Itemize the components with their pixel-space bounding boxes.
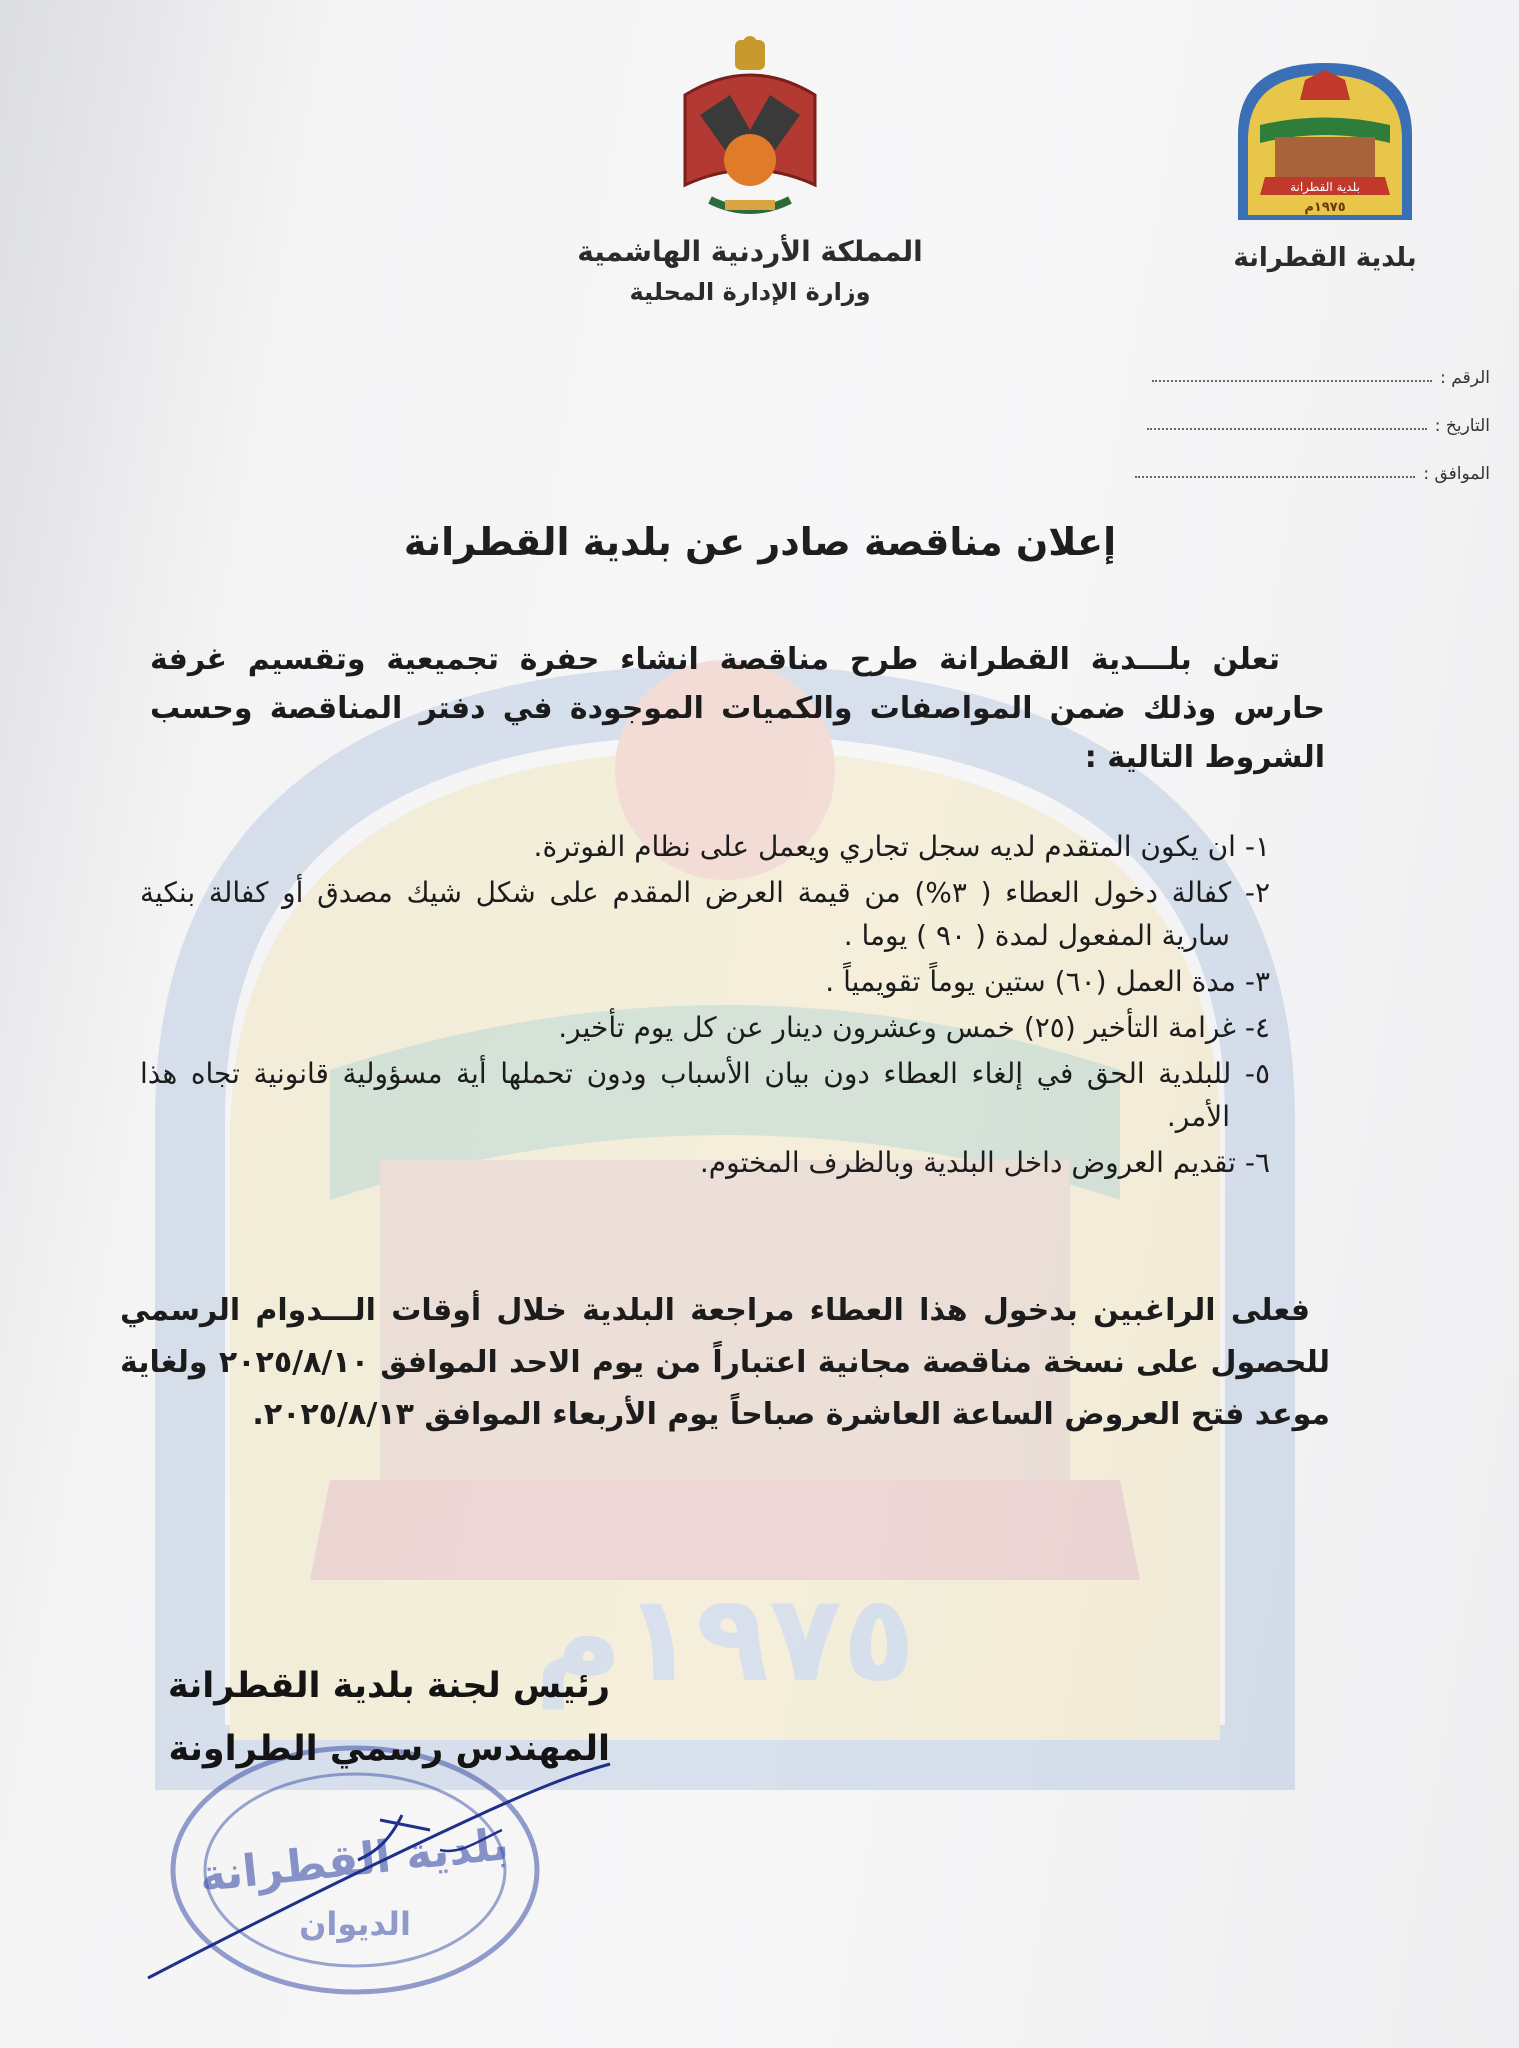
municipality-logo-icon	[1230, 55, 1420, 225]
ministry-name: وزارة الإدارة المحلية	[629, 278, 871, 306]
condition-item: ٦- تقديم العروض داخل البلدية وبالظرف المختوم.	[699, 1146, 1270, 1179]
conditions-list	[140, 825, 1270, 1187]
condition-item: ٥- للبلدية الحق في إلغاء العطاء دون بيان الأسباب ودون تحملها أية مسؤولية قانونية تجاه هذا الأمر.	[140, 1057, 1270, 1133]
reference-fields	[1110, 340, 1490, 484]
svg-text:بلدية القطرانة: بلدية القطرانة	[1290, 180, 1360, 194]
svg-text:الديوان: الديوان	[299, 1905, 411, 1943]
municipality-header	[1210, 55, 1440, 273]
signature-name: المهندس رسمي الطراونة	[168, 1729, 610, 1769]
ref-number-label: الرقم :	[1440, 368, 1490, 388]
municipality-name: بلدية القطرانة	[1233, 243, 1417, 273]
ref-corresponding-line	[1135, 475, 1415, 478]
signature-role: رئيس لجنة بلدية القطرانة	[167, 1666, 610, 1706]
handwritten-signature	[140, 1760, 640, 1990]
intro-paragraph: تعلن بلـــدية القطرانة طرح مناقصة انشاء حفرة تجميعية وتقسيم غرفة حارس وذلك ضمن المواصفات والكميات الموجودة في دفتر المناقصة وحسب الشروط التالية :	[150, 642, 1325, 775]
condition-item: ٢- كفالة دخول العطاء ( ٣%) من قيمة العرض المقدم على شكل شيك مصدق أو كفالة بنكية سارية المفعول لمدة ( ٩٠ ) يوما .	[140, 876, 1270, 952]
watermark-logo	[150, 640, 1300, 1790]
kingdom-header	[560, 35, 940, 306]
coat-of-arms-icon	[665, 35, 835, 225]
closing-paragraph: فعلى الراغبين بدخول هذا العطاء مراجعة البلدية خلال أوقات الـــدوام الرسمي للحصول على نسخة مناقصة مجانية اعتباراً من يوم الاحد الموافق ٢٠٢٥/٨/١٠ ولغاية موعد فتح العروض الساعة العاشرة صباحاً يوم الأربعاء الموافق ٢٠٢٥/٨/١٣.	[120, 1293, 1331, 1432]
condition-item: ١- ان يكون المتقدم لديه سجل تجاري ويعمل على نظام الفوترة.	[533, 830, 1270, 863]
announcement-title: إعلان مناقصة صادر عن بلدية القطرانة	[403, 520, 1117, 564]
ref-date-label: التاريخ :	[1434, 416, 1490, 436]
ref-number-line	[1152, 379, 1432, 382]
ref-date-row	[1110, 388, 1490, 436]
svg-text:١٩٧٥م: ١٩٧٥م	[1304, 200, 1346, 215]
ref-corresponding-label: الموافق :	[1423, 464, 1490, 484]
svg-text:١٩٧٥م: ١٩٧٥م	[534, 1570, 916, 1709]
kingdom-name: المملكة الأردنية الهاشمية	[577, 235, 923, 268]
ref-number-row	[1110, 340, 1490, 388]
ref-corresponding-row	[1110, 436, 1490, 484]
svg-text:بلدية القطرانة: بلدية القطرانة	[197, 1818, 511, 1903]
condition-item: ٤- غرامة التأخير (٢٥) خمس وعشرون دينار عن كل يوم تأخير.	[558, 1011, 1270, 1044]
ref-date-line	[1147, 427, 1427, 430]
condition-item: ٣- مدة العمل (٦٠) ستين يوماً تقويمياً .	[825, 965, 1270, 998]
